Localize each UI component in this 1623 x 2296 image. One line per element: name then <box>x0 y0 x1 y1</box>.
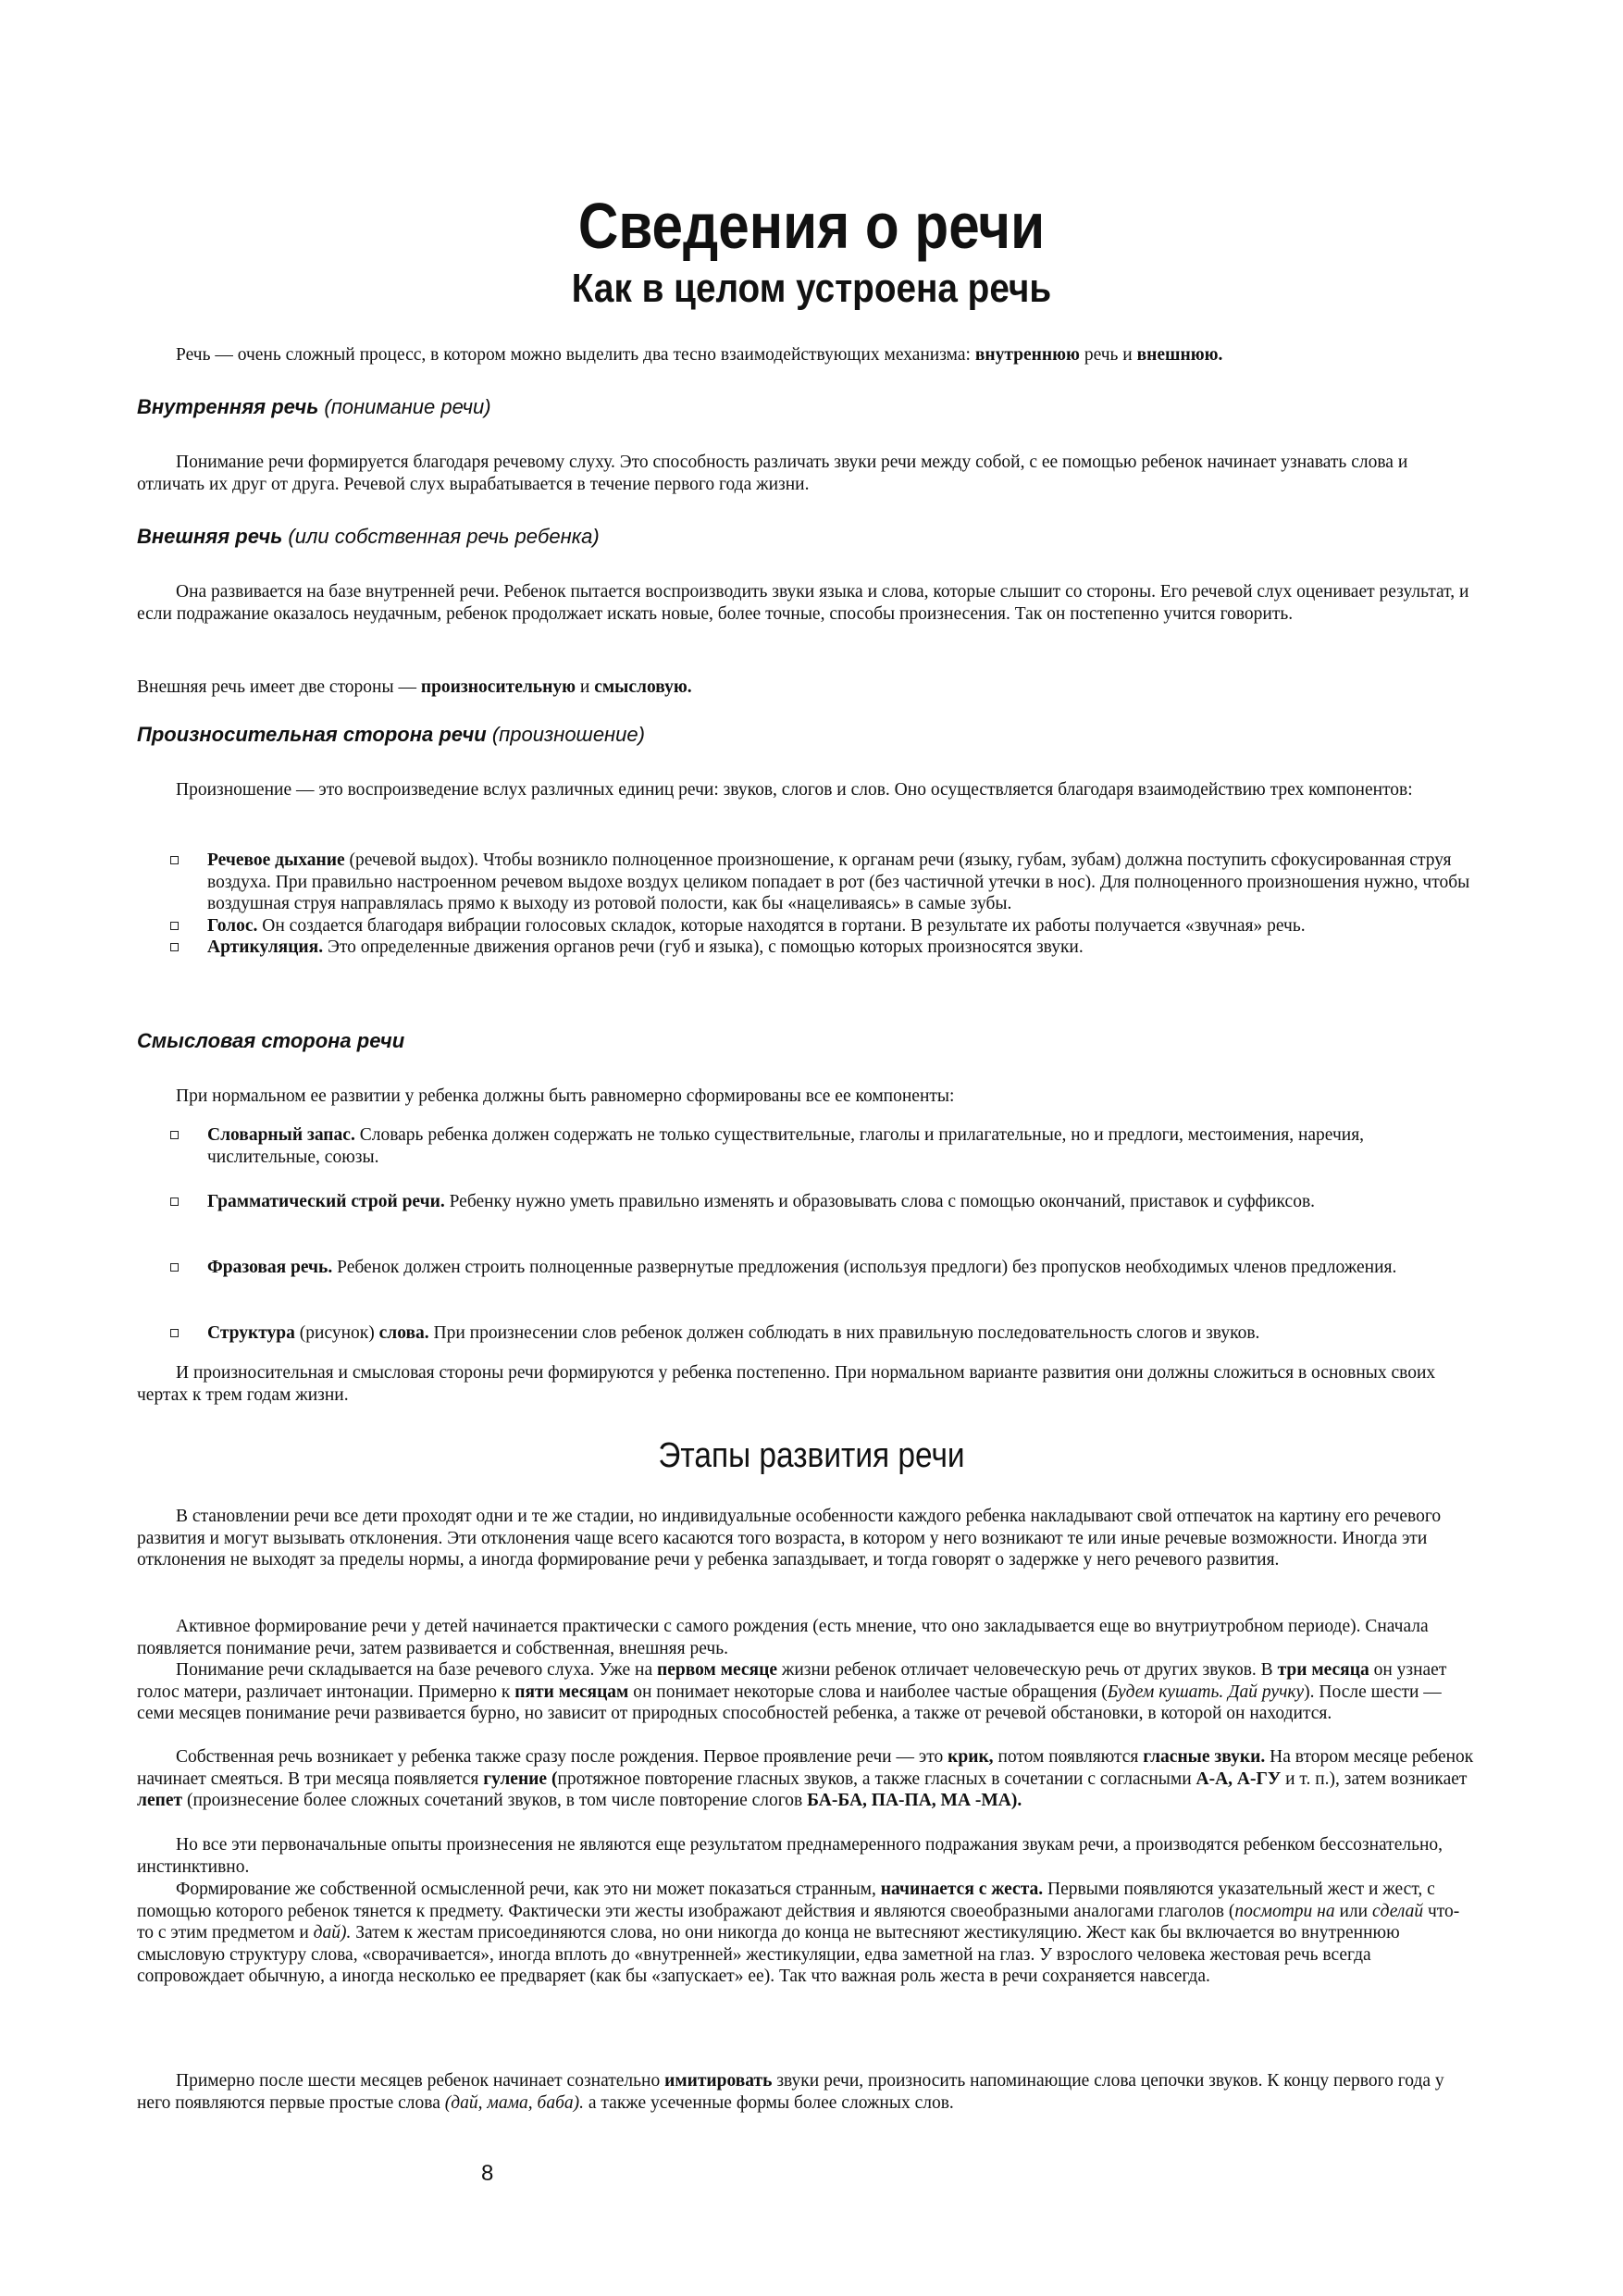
sense-list <box>137 1322 1475 1345</box>
text: потом появляются <box>993 1747 1144 1767</box>
text: Понимание речи складывается на базе речевого слуха. Уже на <box>176 1660 658 1680</box>
outer-sides-paragraph <box>137 676 1475 699</box>
bold-text: БА-БА, ПА-ПА, МА -МА). <box>807 1791 1022 1810</box>
item-bold: Структура <box>207 1323 295 1343</box>
sides-text-1: Внешняя речь имеет две стороны — <box>137 677 421 697</box>
list-item <box>137 1257 1475 1279</box>
text: Примерно после шести месяцев ребенок начинает сознательно <box>176 2071 665 2091</box>
text: звуки речи, произносить напоминающие слова цепочки звуков. К концу первого года у него появляются первые простые слова <box>137 2071 1444 2113</box>
italic-text: посмотри на <box>1234 1901 1335 1921</box>
bold-text: крик, <box>948 1747 994 1767</box>
text: а также усеченные формы более сложных слов. <box>584 2092 954 2113</box>
sense-heading-bold: Смысловая сторона речи <box>137 1029 405 1052</box>
bold-text: первом месяце <box>657 1660 777 1680</box>
intro-text-2: речь и <box>1079 345 1137 365</box>
pron-heading-normal: (произношение) <box>486 723 645 746</box>
list-item <box>137 915 1475 937</box>
inner-heading-bold: Внутренняя речь <box>137 395 319 418</box>
italic-text: дай). <box>313 1923 352 1942</box>
outer-heading-normal: (или собственная речь ребенка) <box>282 525 600 548</box>
sides-text-2: и <box>576 677 595 697</box>
sense-closing-paragraph: И произносительная и смысловая стороны речи формируются у ребенка постепенно. При нормальном варианте развития они должны сложиться в основных своих чертах к трем годам жизни. <box>137 1363 1436 1405</box>
stages-paragraph-7 <box>137 2070 1475 2114</box>
bold-text: лепет <box>137 1791 183 1810</box>
item-bold: Словарный запас. <box>207 1125 355 1145</box>
bold-text: начинается с жеста. <box>880 1880 1044 1899</box>
text: и т. п.), затем возникает <box>1281 1769 1468 1789</box>
intro-bold-2: внешнюю. <box>1136 345 1223 365</box>
checkbox-bullet-icon <box>170 922 179 930</box>
bold-text: А-А, А-ГУ <box>1196 1769 1282 1789</box>
list-item <box>137 1191 1475 1213</box>
stages-paragraph-5: Но все эти первоначальные опыты произнесения не являются еще результатом преднамеренного подражания звукам речи, а производятся ребенком бессознательно, инстинктивно. <box>137 1835 1443 1877</box>
sense-heading <box>137 1028 1475 1054</box>
outer-speech-paragraph: Она развивается на базе внутренней речи. Ребенок пытается воспроизводить звуки языка и слова, которые слышит со стороны. Его речевой слух оценивает результат, и если подражание оказалось неудачным, ребенок продолжает искать новые, более точные, способы произнесения. Так он постепенно учится говорить. <box>137 582 1469 624</box>
inner-speech-heading <box>137 394 1475 420</box>
bold-text: гуление ( <box>483 1769 558 1789</box>
checkbox-bullet-icon <box>170 1329 179 1337</box>
sense-list <box>137 1124 1475 1168</box>
item-bold: Грамматический строй речи. <box>207 1192 445 1211</box>
outer-speech-heading <box>137 524 1475 550</box>
sense-list <box>137 1257 1475 1279</box>
item-bold: Артикуляция. <box>207 937 324 957</box>
inner-speech-paragraph: Понимание речи формируется благодаря речевому слуху. Это способность различать звуки речи между собой, с ее помощью ребенок начинает узнавать слова и отличать их друг от друга. Речевой слух вырабатывается в течение первого года жизни. <box>137 453 1408 494</box>
item-text: (рисунок) <box>294 1323 379 1343</box>
page-subtitle: Как в целом устроена речь <box>571 266 1052 311</box>
stages-title: Этапы развития речи <box>658 1436 965 1475</box>
item-bold-2: слова. <box>378 1323 429 1343</box>
item-bold: Голос. <box>207 915 258 936</box>
list-item <box>137 937 1475 959</box>
stages-paragraph-2: Активное формирование речи у детей начинается практически с самого рождения (есть мнение, что оно закладывается еще во внутриутробном периоде). Сначала появляется понимание речи, затем развивается и собственная, внешняя речь. <box>137 1617 1429 1658</box>
sides-bold-1: произносительную <box>420 677 576 697</box>
text: Первыми появляются указательный жест и жест, с помощью которого ребенок тянется к предмету. Фактически эти жесты изображают действия и являются своеобразными аналогами глаголов ( <box>137 1880 1435 1921</box>
text: ). После шести — семи месяцев понимание речи развивается бурно, но зависит от природных способностей ребенка, а также от речевой обстановки, в которой он находится. <box>137 1682 1442 1723</box>
pron-list <box>137 850 1475 959</box>
italic-text: (дай, мама, баба). <box>444 2092 584 2113</box>
checkbox-bullet-icon <box>170 1198 179 1206</box>
sense-paragraph: При нормальном ее развитии у ребенка должны быть равномерно сформированы все ее компоненты: <box>176 1086 955 1106</box>
item-bold: Фразовая речь. <box>207 1258 333 1277</box>
bold-text: пяти месяцам <box>514 1682 629 1702</box>
stages-paragraph-6 <box>137 1879 1475 1988</box>
list-item <box>137 850 1475 915</box>
outer-heading-bold: Внешняя речь <box>137 525 283 548</box>
italic-text: сделай <box>1371 1901 1424 1921</box>
text: жизни ребенок отличает человеческую речь от других звуков. В <box>776 1660 1278 1680</box>
bold-text: имитировать <box>664 2071 773 2091</box>
text: или <box>1334 1901 1372 1921</box>
bold-text: гласные звуки. <box>1143 1747 1266 1767</box>
text: Формирование же собственной осмысленной речи, как это ни может показаться странным, <box>176 1880 881 1899</box>
list-item <box>137 1322 1475 1345</box>
italic-text: Будем кушать. Дай ручку <box>1107 1682 1305 1702</box>
intro-paragraph <box>137 344 1475 366</box>
intro-bold-1: внутреннюю <box>974 345 1080 365</box>
pron-heading <box>137 722 1475 748</box>
item-text: (речевой выдох). Чтобы возникло полноценное произношение, к органам речи (языку, губам, зубам) должна поступить сфокусированная струя воздуха. При правильно настроенном речевом выдохе воздух целиком попадает в рот (без частичной утечки в нос). Для полноценного произношения нужно, чтобы воздушная струя направлялась прямо к выходу из ротовой полости, как бы «нацеливаясь» в самые зубы. <box>207 850 1470 913</box>
list-item <box>137 1124 1475 1168</box>
stages-paragraph-3 <box>137 1659 1475 1725</box>
stages-paragraph-4 <box>137 1746 1475 1812</box>
checkbox-bullet-icon <box>170 856 179 864</box>
checkbox-bullet-icon <box>170 943 179 951</box>
item-text: Ребенок должен строить полноценные развернутые предложения (используя предлоги) без пропусков необходимых членов предложения. <box>332 1258 1397 1277</box>
item-text: Словарь ребенка должен содержать не только существительные, глаголы и прилагательные, но и предлоги, местоимения, наречия, числительные, союзы. <box>207 1125 1365 1167</box>
page-title: Сведения о речи <box>577 190 1046 262</box>
text: он понимает некоторые слова и наиболее частые обращения ( <box>628 1682 1108 1702</box>
sides-bold-2: смысловую. <box>594 677 692 697</box>
intro-text-1: Речь — очень сложный процесс, в котором можно выделить два тесно взаимодействующих механизма: <box>176 345 975 365</box>
item-text: Ребенку нужно уметь правильно изменять и образовывать слова с помощью окончаний, приставок и суффиксов. <box>444 1192 1316 1211</box>
text: Затем к жестам присоединяются слова, но они никогда до конца не вытесняют жестикуляцию. Жест как бы включается во внутреннюю смысловую структуру слова, «сворачивается», иногда вплоть до «внутренней» жестикуляции, едва заметной на глаз. У взрослого человека жестовая речь всегда сопровождает обычную, а иногда несколько ее предваряет (как бы «запускает» ее). Так что важная роль жеста в речи сохраняется навсегда. <box>137 1923 1400 1986</box>
text: что-то с этим предметом и <box>137 1901 1460 1942</box>
item-text-2: При произнесении слов ребенок должен соблюдать в них правильную последовательность слогов и звуков. <box>428 1323 1260 1343</box>
text: (произнесение более сложных сочетаний звуков, в том числе повторение слогов <box>182 1791 808 1810</box>
stages-paragraph-1: В становлении речи все дети проходят одни и те же стадии, но индивидуальные особенности каждого ребенка накладывают свой отпечаток на картину его речевого развития и могут вызывать отклонения. Эти отклонения чаще всего касаются того возраста, в котором у него возникают те или иные речевые возможности. Иногда эти отклонения не выходят за пределы нормы, а иногда формирование речи у ребенка запаздывает, и тогда говорят о задержке у него речевого развития. <box>137 1507 1442 1570</box>
sense-list <box>137 1191 1475 1213</box>
text: На втором месяце ребенок начинает смеяться. В три месяца появляется <box>137 1747 1474 1789</box>
text: протяжное повторение гласных звуков, а также гласных в сочетании с согласными <box>557 1769 1196 1789</box>
checkbox-bullet-icon <box>170 1263 179 1272</box>
item-bold: Речевое дыхание <box>207 850 345 870</box>
text: он узнает голос матери, различает интонации. Примерно к <box>137 1660 1447 1702</box>
pron-paragraph: Произношение — это воспроизведение вслух различных единиц речи: звуков, слогов и слов. Оно осуществляется благодаря взаимодействию трех компонентов: <box>176 780 1413 800</box>
text: Собственная речь возникает у ребенка также сразу после рождения. Первое проявление речи — это <box>176 1747 948 1767</box>
pron-heading-bold: Произносительная сторона речи <box>137 723 487 746</box>
item-text: Это определенные движения органов речи (губ и языка), с помощью которых произносятся звуки. <box>323 937 1084 957</box>
item-text: Он создается благодаря вибрации голосовых складок, которые находятся в гортани. В результате их работы получается «звучная» речь. <box>257 915 1306 936</box>
checkbox-bullet-icon <box>170 1131 179 1139</box>
inner-heading-normal: (понимание речи) <box>318 395 491 418</box>
page-number: 8 <box>481 2161 494 2186</box>
bold-text: три месяца <box>1277 1660 1369 1680</box>
